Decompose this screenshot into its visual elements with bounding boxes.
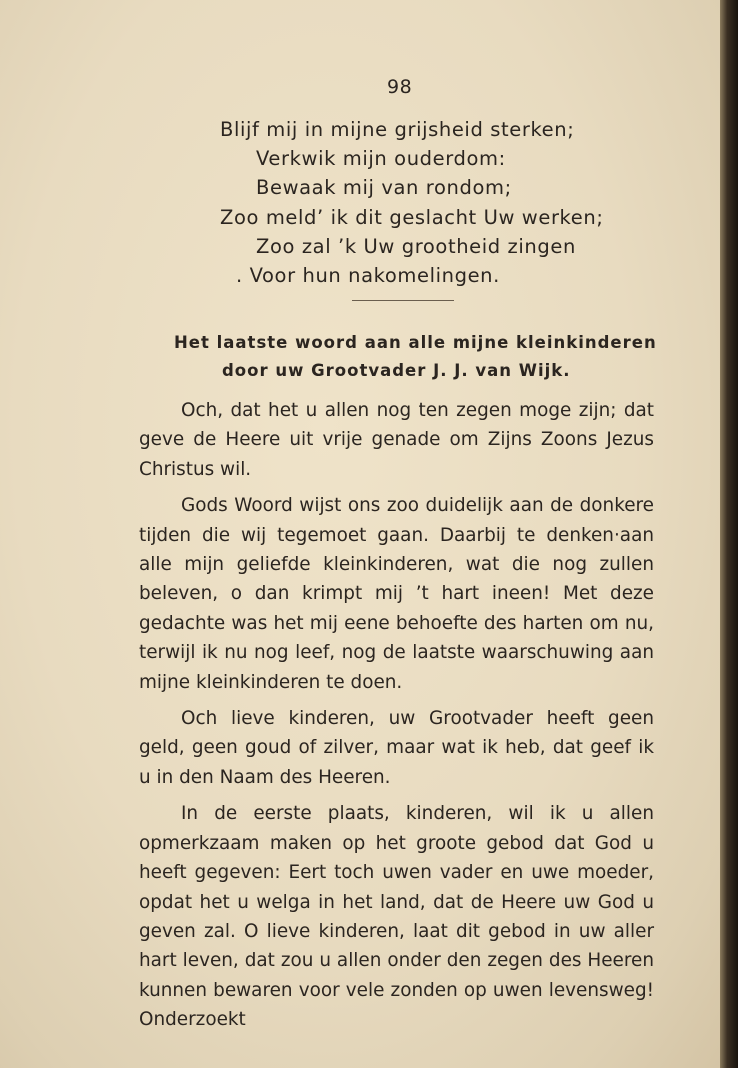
paragraph: In de eerste plaats, kinderen, wil ik u allen opmerkzaam maken op het groote gebod dat God u heeft gegeven: Eert toch uwen vader en uwe moeder, opdat het u welga in het land, dat de Heere uw God u geven zal. O lieve kinderen, laat dit gebod in uw aller hart leven, dat zou u allen onder den zegen des Heeren kunnen bewaren voor vele zonden op uwen levensweg! Onderzoekt <box>139 803 654 1031</box>
poem-line: Bewaak mij van rondom; <box>256 176 512 199</box>
paragraph: Gods Woord wijst ons zoo duidelijk aan de donkere tijden die wij tegemoet gaan. Daarbij te denken·aan alle mijn geliefde kleinkinderen, wat die nog zullen beleven, o dan krimpt mij ’t hart ineen! Met deze gedachte was het mij eene behoefte des harten om nu, terwijl ik nu nog leef, nog de laatste waarschuwing aan mijne kleinkinderen te doen. <box>139 495 654 693</box>
poem-line: Zoo zal ’k Uw grootheid zingen <box>256 235 576 258</box>
paragraph: Och, dat het u allen nog ten zegen moge zijn; dat geve de Heere uit vrije genade om Zijns Zoons Jezus Christus wil. <box>139 400 654 480</box>
poem-line: Verkwik mijn ouderdom: <box>256 147 506 170</box>
section-heading-line2: door uw Grootvader J. J. van Wijk. <box>222 361 571 380</box>
body-text <box>139 396 654 1042</box>
page-edge-shadow <box>720 0 738 1068</box>
paragraph: Och lieve kinderen, uw Grootvader heeft geen geld, geen goud of zilver, maar wat ik heb, dat geef ik u in den Naam des Heeren. <box>139 708 654 788</box>
section-divider <box>352 300 454 301</box>
page-number: 98 <box>387 76 413 98</box>
poem-line: Zoo meld’ ik dit geslacht Uw werken; <box>220 206 604 229</box>
poem-line: . Voor hun nakomelingen. <box>236 264 500 287</box>
poem-line: Blijf mij in mijne grijsheid sterken; <box>220 118 575 141</box>
section-heading-line1: Het laatste woord aan alle mijne kleinkinderen <box>174 333 657 352</box>
